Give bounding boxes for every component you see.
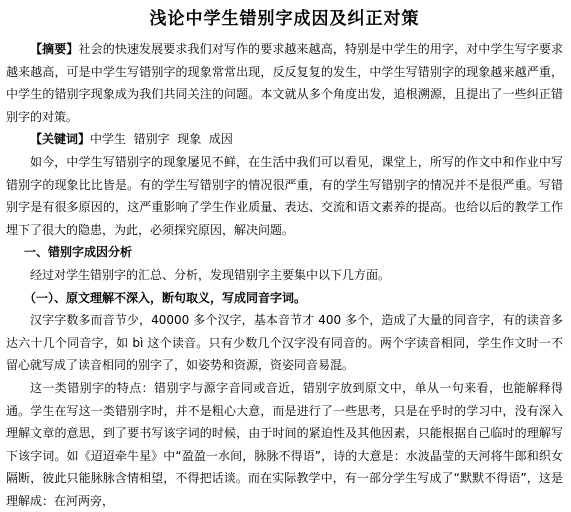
keywords-text: 中学生 错别字 现象 成因 xyxy=(90,132,233,147)
subsection-heading: （一）、原文理解不深入，断句取义，写成同音字词。 xyxy=(24,290,307,305)
keywords-paragraph xyxy=(6,128,563,151)
abstract-paragraph xyxy=(6,38,563,128)
intro-paragraph: 如今，中学生写错别字的现象屡见不鲜，在生活中我们可以看见，课堂上，所写的作文中和作业中写错别字的现象比比皆是。有的学生写错别字的情况很严重，有的学生写错别字的情况并不是很严重。写错别字是有很多原因的，这严重影响了学生作业质量、表达、交流和语文素养的提高。也给以后的教学工作埋下了很大的隐患，为此，必须探究原因，解决问题。 xyxy=(6,154,563,237)
keywords-label: 【关键词】 xyxy=(30,132,91,147)
document-title: 浅论中学生错别字成因及纠正对策 xyxy=(149,9,420,29)
body-paragraph-2: 这一类错别字的特点：错别字与源字音同或音近，错别字放到原文中，单从一句来看，也能解释得通。学生在写这一类错别字时，并不是粗心大意，而是进行了一些思考，只是在乎时的学习中，没有深入理解文章的意思，到了要书写该字词的时候，由于时间的紧迫性及其他因素，只能根据自己临时的理解写下该字词。如《迢迢牵牛星》中“盈盈一水间，脉脉不得语”，诗的大意是：水波晶莹的天河将牛郎和织女隔断，彼此只能脉脉含情相望，不得把话谈。而在实际教学中，有一部分学生写成了“默默不得语”，这是理解成：在河两旁， xyxy=(6,380,563,508)
section-heading: 一、错别字成因分析 xyxy=(24,245,133,260)
body-paragraph-1: 汉字字数多而音节少，40000 多个汉字，基本音节才 400 多个，造成了大量的同音字，有的读音多达六十几个同音字，如 bì 这个读音。只有少数几个汉字没有同音的。两个字读音相同，学生作文时一不留心就写成了读音相同的别字了，如姿势和资源，资姿同音易混。 xyxy=(6,313,563,373)
section-lead-paragraph: 经过对学生错别字的汇总、分析，发现错别字主要集中以下几方面。 xyxy=(30,267,391,282)
abstract-label: 【摘要】 xyxy=(30,42,79,56)
abstract-text: 社会的快速发展要求我们对写作的要求越来越高，特别是中学生的用字，对中学生写字要求越来越高，可是中学生写错别字的现象常常出现，反反复复的发生，中学生写错别字的现象越来越严重，中学生的错别字现象成为我们共同关注的问题。本文就从多个角度出发，追根溯源，且提出了一些纠正错别字的对策。 xyxy=(6,42,563,124)
